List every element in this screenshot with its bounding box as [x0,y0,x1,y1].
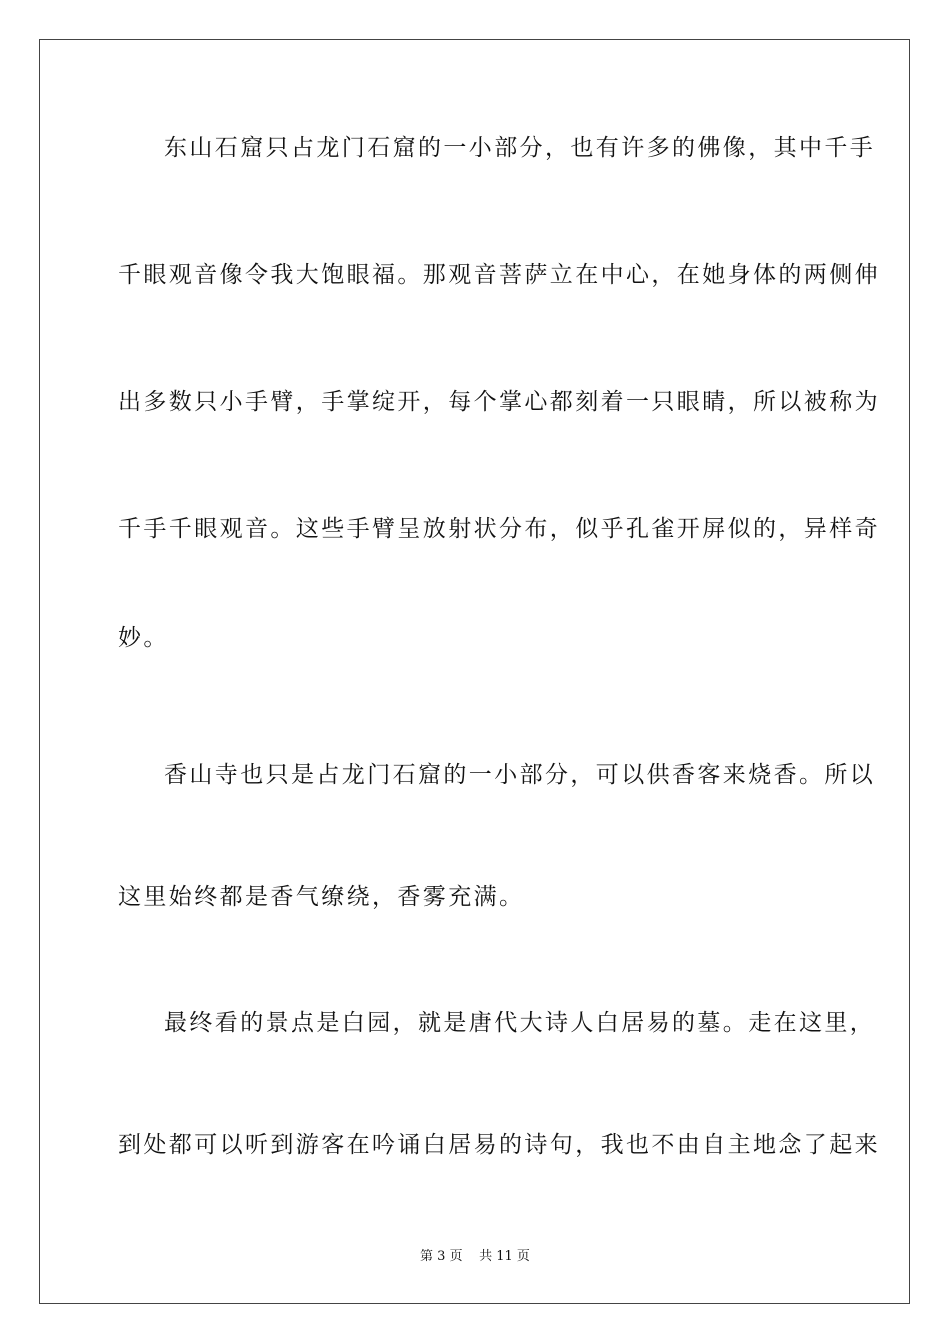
text-line: 最终看的景点是白园，就是唐代大诗人白居易的墓。走在这里， [164,1010,876,1036]
total-pages: 共 11 页 [479,1249,530,1264]
page-border [39,39,910,1304]
text-line: 出多数只小手臂，手掌绽开，每个掌心都刻着一只眼睛，所以被称为 [118,389,880,415]
text-line: 千手千眼观音。这些手臂呈放射状分布，似乎孔雀开屏似的，异样奇 [118,516,880,542]
text-line: 这里始终都是香气缭绕，香雾充满。 [118,884,525,910]
page-footer [0,1248,950,1266]
text-line: 香山寺也只是占龙门石窟的一小部分，可以供香客来烧香。所以 [164,762,876,788]
text-line: 妙。 [118,625,169,651]
text-line: 东山石窟只占龙门石窟的一小部分，也有许多的佛像，其中千手 [164,135,876,161]
text-line: 到处都可以听到游客在吟诵白居易的诗句，我也不由自主地念了起来 [118,1132,880,1158]
page-number: 第 3 页 [420,1249,463,1264]
text-line: 千眼观音像令我大饱眼福。那观音菩萨立在中心，在她身体的两侧伸 [118,262,880,288]
